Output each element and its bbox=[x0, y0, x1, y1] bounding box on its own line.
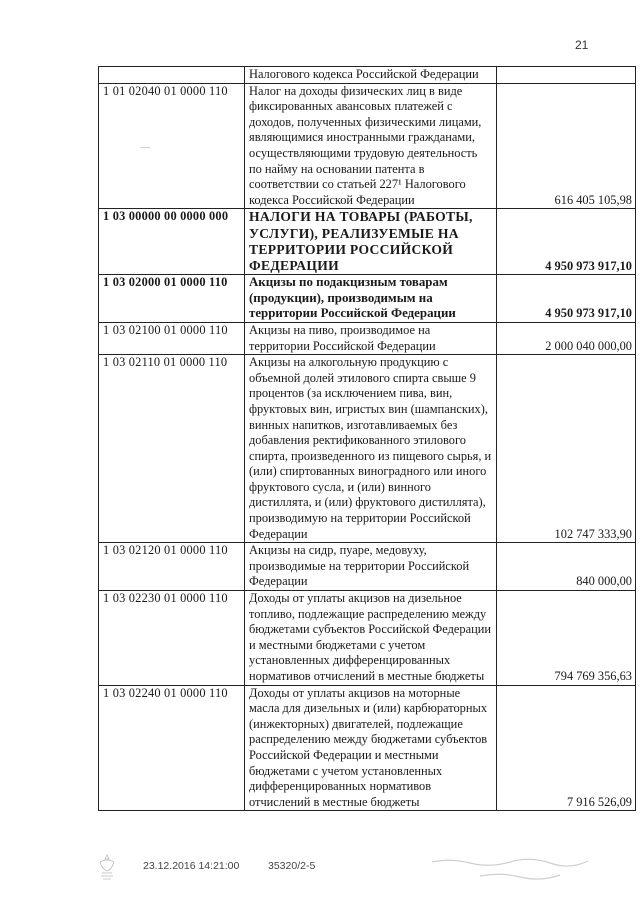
row-name: Доходы от уплаты акцизов на дизельное топливо, подлежащие распределению между бюджетами субъектов Российской Федерации и местными бюджетами с учетом установленных дифференцированных нормативов отчислений в местные бюджеты bbox=[245, 591, 497, 686]
table-row bbox=[99, 83, 636, 209]
row-amount: 840 000,00 bbox=[497, 543, 636, 591]
stamp-emblem-icon bbox=[96, 853, 118, 881]
row-code: 1 03 02000 01 0000 110 bbox=[99, 275, 245, 323]
page-number: 21 bbox=[575, 38, 589, 52]
row-name: Доходы от уплаты акцизов на моторные масла для дизельных и (или) карбюраторных (инжекторных) двигателей, подлежащие распределению между бюджетами субъектов Российской Федерации и местными бюджетами с учетом установленных дифференцированных нормативов отчислений в местные бюджеты bbox=[245, 685, 497, 811]
table-row bbox=[99, 67, 636, 84]
faded-signature-stamp-icon bbox=[430, 854, 590, 884]
row-code bbox=[99, 67, 245, 84]
table-row bbox=[99, 275, 636, 323]
row-name: Акцизы на пиво, производимое на территории Российской Федерации bbox=[245, 322, 497, 354]
row-amount bbox=[497, 67, 636, 84]
row-amount: 2 000 040 000,00 bbox=[497, 322, 636, 354]
scan-mark bbox=[140, 147, 150, 148]
footer-document-id: 35320/2-5 bbox=[268, 860, 316, 872]
table-row bbox=[99, 209, 636, 275]
row-code: 1 03 02230 01 0000 110 bbox=[99, 591, 245, 686]
row-code: 1 03 02240 01 0000 110 bbox=[99, 685, 245, 811]
revenue-table-body bbox=[99, 67, 636, 811]
row-amount: 4 950 973 917,10 bbox=[497, 275, 636, 323]
table-row bbox=[99, 685, 636, 811]
row-name: Налог на доходы физических лиц в виде фиксированных авансовых платежей с доходов, полученных физическими лицами, являющимися иностранными гражданами, осуществляющими трудовую деятельность по найму на основании патента в соответствии со статьей 227¹ Налогового кодекса Российской Федерации bbox=[245, 83, 497, 209]
row-amount: 102 747 333,90 bbox=[497, 355, 636, 543]
row-code: 1 03 02120 01 0000 110 bbox=[99, 543, 245, 591]
row-code: 1 03 02110 01 0000 110 bbox=[99, 355, 245, 543]
row-amount: 616 405 105,98 bbox=[497, 83, 636, 209]
row-amount: 7 916 526,09 bbox=[497, 685, 636, 811]
row-code: 1 01 02040 01 0000 110 bbox=[99, 83, 245, 209]
table-row bbox=[99, 543, 636, 591]
row-code: 1 03 00000 00 0000 000 bbox=[99, 209, 245, 275]
footer-datetime: 23.12.2016 14:21:00 bbox=[143, 860, 240, 872]
revenue-table bbox=[98, 66, 636, 811]
table-row bbox=[99, 322, 636, 354]
row-amount: 4 950 973 917,10 bbox=[497, 209, 636, 275]
row-amount: 794 769 356,63 bbox=[497, 591, 636, 686]
table-row bbox=[99, 591, 636, 686]
row-code: 1 03 02100 01 0000 110 bbox=[99, 322, 245, 354]
row-name: Налогового кодекса Российской Федерации bbox=[245, 67, 497, 84]
row-name: НАЛОГИ НА ТОВАРЫ (РАБОТЫ, УСЛУГИ), РЕАЛИЗУЕМЫЕ НА ТЕРРИТОРИИ РОССИЙСКОЙ ФЕДЕРАЦИИ bbox=[245, 209, 497, 275]
row-name: Акцизы на алкогольную продукцию с объемной долей этилового спирта свыше 9 процентов (за исключением пива, вин, фруктовых вин, игристых вин (шампанских), винных напитков, изготавливаемых без добавления ректификованного этилового спирта, произведенного из пищевого сырья, и (или) спиртованных виноградного или иного фруктового сусла, и (или) винного дистиллята, и (или) фруктового дистиллята), производимую на территории Российской Федерации bbox=[245, 355, 497, 543]
row-name: Акцизы на сидр, пуаре, медовуху, производимые на территории Российской Федерации bbox=[245, 543, 497, 591]
table-row bbox=[99, 355, 636, 543]
row-name: Акцизы по подакцизным товарам (продукции), производимым на территории Российской Федерации bbox=[245, 275, 497, 323]
